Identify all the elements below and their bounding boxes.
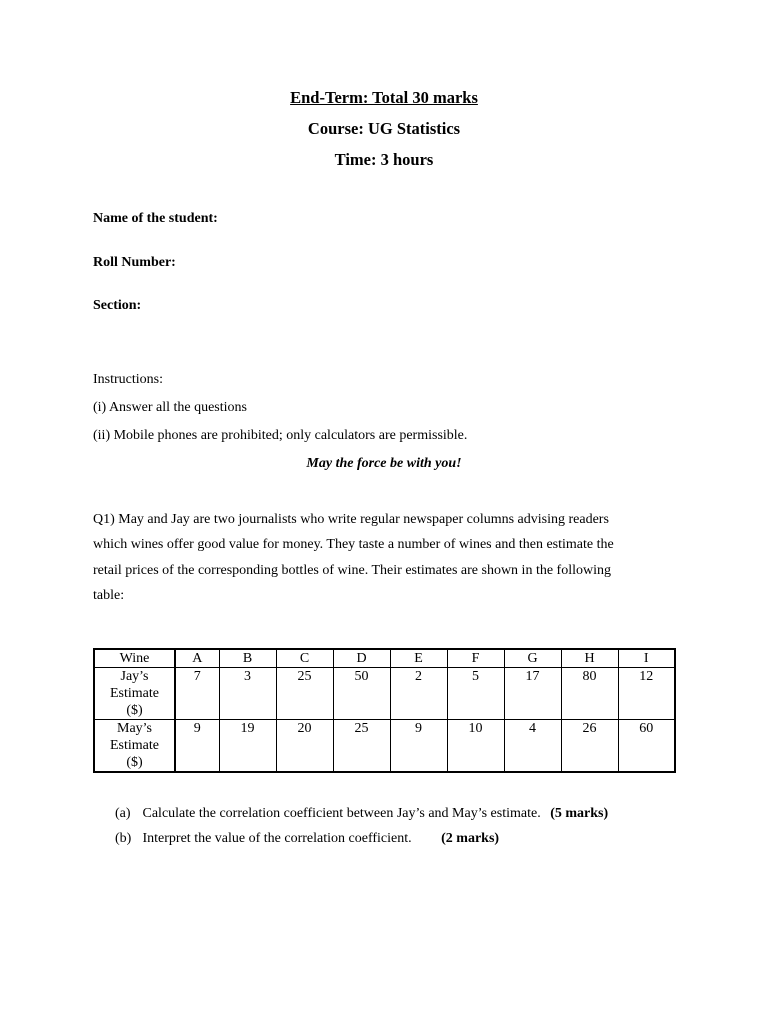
table-cell: 7 <box>175 668 219 720</box>
table-cell: 60 <box>618 720 675 773</box>
roll-number-label: Roll Number: <box>93 255 176 270</box>
question-part-a <box>115 806 608 822</box>
table-header-cell: Wine <box>94 649 175 668</box>
table-header-cell: H <box>561 649 618 668</box>
table-cell: 25 <box>333 720 390 773</box>
question-part-b <box>115 831 499 847</box>
table-cell: 9 <box>175 720 219 773</box>
row-label-line: Estimate <box>110 686 159 701</box>
table-row-may <box>94 720 675 773</box>
question-1-text <box>93 507 683 608</box>
row-label-cell <box>94 720 175 773</box>
table-header-cell: F <box>447 649 504 668</box>
part-text: Interpret the value of the correlation coefficient. <box>142 831 412 846</box>
table-cell: 2 <box>390 668 447 720</box>
table-cell: 5 <box>447 668 504 720</box>
row-label-line: ($) <box>126 703 143 718</box>
section-label: Section: <box>93 298 142 313</box>
table-cell: 17 <box>504 668 561 720</box>
question-line: which wines offer good value for money. They taste a number of wines and then estimate the <box>93 537 614 553</box>
table-header-cell: D <box>333 649 390 668</box>
table-cell: 19 <box>219 720 276 773</box>
part-tag: (b) <box>115 831 132 846</box>
part-marks: (5 marks) <box>550 806 609 821</box>
table-cell: 3 <box>219 668 276 720</box>
course-line: Course: UG Statistics <box>307 119 461 138</box>
table-cell: 25 <box>276 668 333 720</box>
table-cell: 4 <box>504 720 561 773</box>
table-header-row <box>94 649 675 668</box>
motto: May the force be with you! <box>306 456 462 471</box>
part-tag: (a) <box>115 806 131 821</box>
question-line: retail prices of the corresponding bottles of wine. Their estimates are shown in the following <box>93 562 611 578</box>
row-label-line: May’s <box>117 721 152 736</box>
row-label-line: Jay’s <box>120 669 149 684</box>
part-text: Calculate the correlation coefficient between Jay’s and May’s estimate. <box>142 806 541 821</box>
table-header-cell: G <box>504 649 561 668</box>
student-name-label: Name of the student: <box>93 211 218 226</box>
table-cell: 12 <box>618 668 675 720</box>
table-row-jay <box>94 668 675 720</box>
instruction-item: (ii) Mobile phones are prohibited; only calculators are permissible. <box>93 428 468 443</box>
row-label-line: ($) <box>126 755 143 770</box>
row-label-line: Estimate <box>110 738 159 753</box>
table-cell: 10 <box>447 720 504 773</box>
instruction-item: (i) Answer all the questions <box>93 400 247 415</box>
table-cell: 80 <box>561 668 618 720</box>
question-line: table: <box>93 587 125 603</box>
time-line: Time: 3 hours <box>334 150 434 169</box>
table-header-cell: I <box>618 649 675 668</box>
part-marks: (2 marks) <box>441 831 500 846</box>
row-label-cell <box>94 668 175 720</box>
table-header-cell: C <box>276 649 333 668</box>
table-header-cell: E <box>390 649 447 668</box>
table-cell: 9 <box>390 720 447 773</box>
instructions-heading: Instructions: <box>93 372 163 387</box>
table-cell: 20 <box>276 720 333 773</box>
table-header-cell: B <box>219 649 276 668</box>
question-line: Q1) May and Jay are two journalists who write regular newspaper columns advising readers <box>93 512 609 527</box>
wine-estimates-table <box>93 648 676 773</box>
table-header-cell: A <box>175 649 219 668</box>
table-cell: 26 <box>561 720 618 773</box>
exam-title: End-Term: Total 30 marks <box>290 88 478 107</box>
table-cell: 50 <box>333 668 390 720</box>
